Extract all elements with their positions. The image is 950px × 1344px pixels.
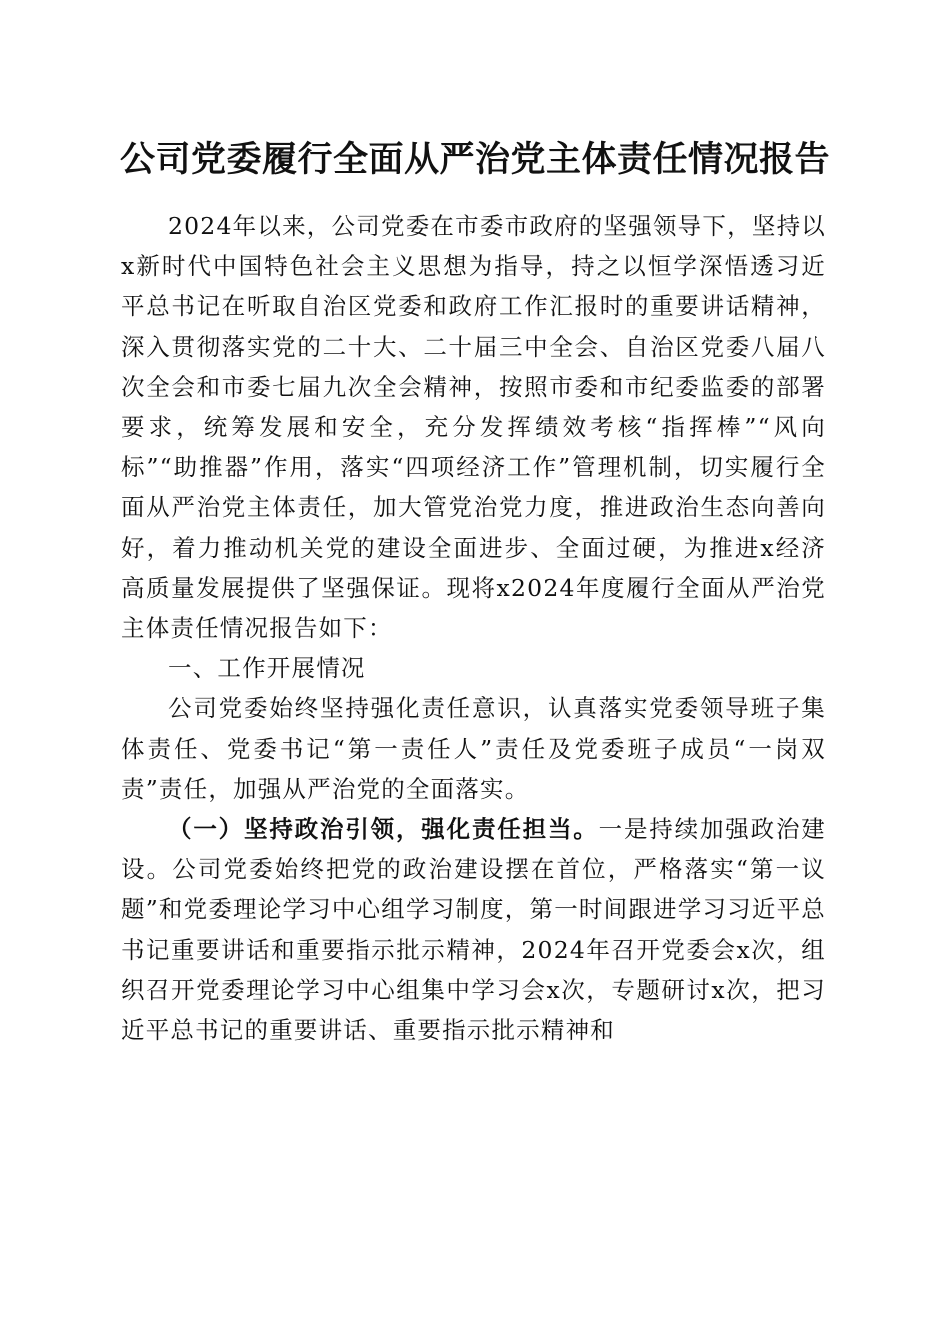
document-title: 公司党委履行全面从严治党主体责任情况报告	[119, 139, 830, 180]
subsection-paragraph	[121, 809, 826, 1050]
section-paragraph: 公司党委始终坚持强化责任意识，认真落实党委领导班子集体责任、党委书记“第一责任人”责任及党委班子成员“一岗双责”责任，加强从严治党的全面落实。	[121, 694, 826, 803]
section-heading: 一、工作开展情况	[168, 654, 366, 683]
subsection-heading: （一）坚持政治引领，强化责任担当。	[168, 815, 599, 844]
intro-paragraph: 2024年以来，公司党委在市委市政府的坚强领导下，坚持以x新时代中国特色社会主义思想为指导，持之以恒学深悟透习近平总书记在听取自治区党委和政府工作汇报时的重要讲话精神，深入贯彻落实党的二十大、二十届三中全会、自治区党委八届八次全会和市委七届九次全会精神，按照市委和市纪委监委的部署要求，统筹发展和安全，充分发挥绩效考核“指挥棒”“风向标”“助推器”作用，落实“四项经济工作”管理机制，切实履行全面从严治党主体责任，加大管党治党力度，推进政治生态向善向好，着力推动机关党的建设全面进步、全面过硬，为推进x经济高质量发展提供了坚强保证。现将x2024年度履行全面从严治党主体责任情况报告如下：	[121, 212, 826, 643]
document-body	[121, 206, 826, 1050]
subsection-text: 一是持续加强政治建设。公司党委始终把党的政治建设摆在首位，严格落实“第一议题”和党委理论学习中心组学习制度，第一时间跟进学习习近平总书记重要讲话和重要指示批示精神，2024年召开党委会x次，组织召开党委理论学习中心组集中学习会x次，专题研讨x次，把习近平总书记的重要讲话、重要指示批示精神和	[121, 815, 826, 1045]
